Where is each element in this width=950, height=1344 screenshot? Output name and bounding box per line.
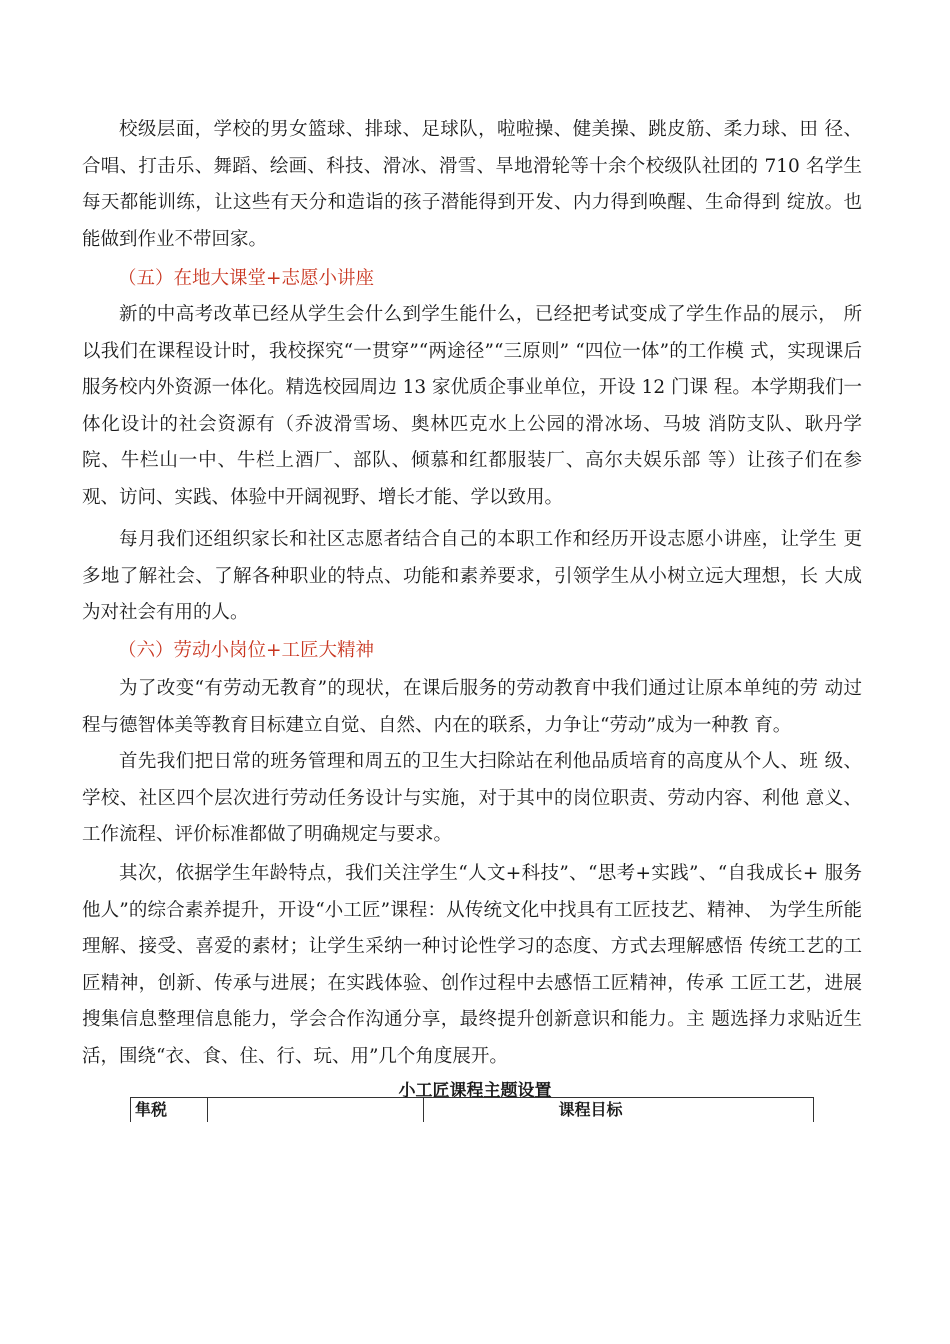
table-header-course-goal: 课程目标 xyxy=(558,1100,623,1119)
table-title: 小工匠课程主题设置 xyxy=(398,1081,552,1101)
section-heading-5: （五）在地大课堂+志愿小讲座 xyxy=(118,268,375,289)
table-header-category: 隼税 xyxy=(131,1098,208,1122)
paragraph-labor-education: 为了改变“有劳动无教育”的现状，在课后服务的劳动教育中我们通过让原本单纯的劳 动过程与德智体美等教育目标建立自觉、自然、内在的联系，力争让“劳动”成为一种教 育。 xyxy=(82,678,862,736)
paragraph-volunteer-lecture: 每月我们还组织家长和社区志愿者结合自己的本职工作和经历开设志愿小讲座，让学生 更多地了解社会、了解各种职业的特点、功能和素养要求，引领学生从小树立远大理想，长 大成为对社会有用的人。 xyxy=(82,529,862,623)
paragraph-class-duty: 首先我们把日常的班务管理和周五的卫生大扫除站在利他品质培育的高度从个人、班 级、学校、社区四个层次进行劳动任务设计与实施，对于其中的岗位职责、劳动内容、利他 意义、工作流程、评价标准都做了明确规定与要求。 xyxy=(82,751,862,845)
section-heading-6: （六）劳动小岗位+工匠大精神 xyxy=(118,640,375,661)
paragraph-school-teams: 校级层面，学校的男女篮球、排球、足球队，啦啦操、健美操、跳皮筋、柔力球、田 径、合唱、打击乐、舞蹈、绘画、科技、滑冰、滑雪、旱地滑轮等十余个校级队社团的 710 名学生每天都能训练，让这些有天分和造诣的孩子潜能得到开发、内力得到唤醒、生命得到 绽放。也能做到作业不带回家。 xyxy=(82,119,862,250)
course-theme-table xyxy=(130,1097,814,1122)
paragraph-craftsman-course: 其次，依据学生年龄特点，我们关注学生“人文+科技”、“思考+实践”、“自我成长+ 服务他人”的综合素养提升，开设“小工匠”课程：从传统文化中找具有工匠技艺、精神、 为学生所能理解、接受、喜爱的素材；让学生采纳一种讨论性学习的态度、方式去理解感悟 传统工艺的工匠精神，创新、传承与进展；在实践体验、创作过程中去感悟工匠精神，传承 工匠工艺，进展搜集信息整理信息能力，学会合作沟通分享，最终提升创新意识和能力。主 题选择力求贴近生活，围绕“衣、食、住、行、玩、用”几个角度展开。 xyxy=(82,863,862,1067)
table-header-theme xyxy=(208,1098,424,1122)
paragraph-course-design: 新的中高考改革已经从学生会什么到学生能什么，已经把考试变成了学生作品的展示， 所以我们在课程设计时，我校探究“一贯穿”“两途径”“三原则” “四位一体”的工作模 式，实现课后服务校内外资源一体化。精选校园周边 13 家优质企事业单位，开设 12 门课 程。本学期我们一体化设计的社会资源有（乔波滑雪场、奥林匹克水上公园的滑冰场、马坡 消防支队、耿丹学院、牛栏山一中、牛栏上酒厂、部队、倾慕和红都服装厂、高尔夫娱乐部 等）让孩子们在参观、访问、实践、体验中开阔视野、增长才能、学以致用。 xyxy=(82,304,862,508)
